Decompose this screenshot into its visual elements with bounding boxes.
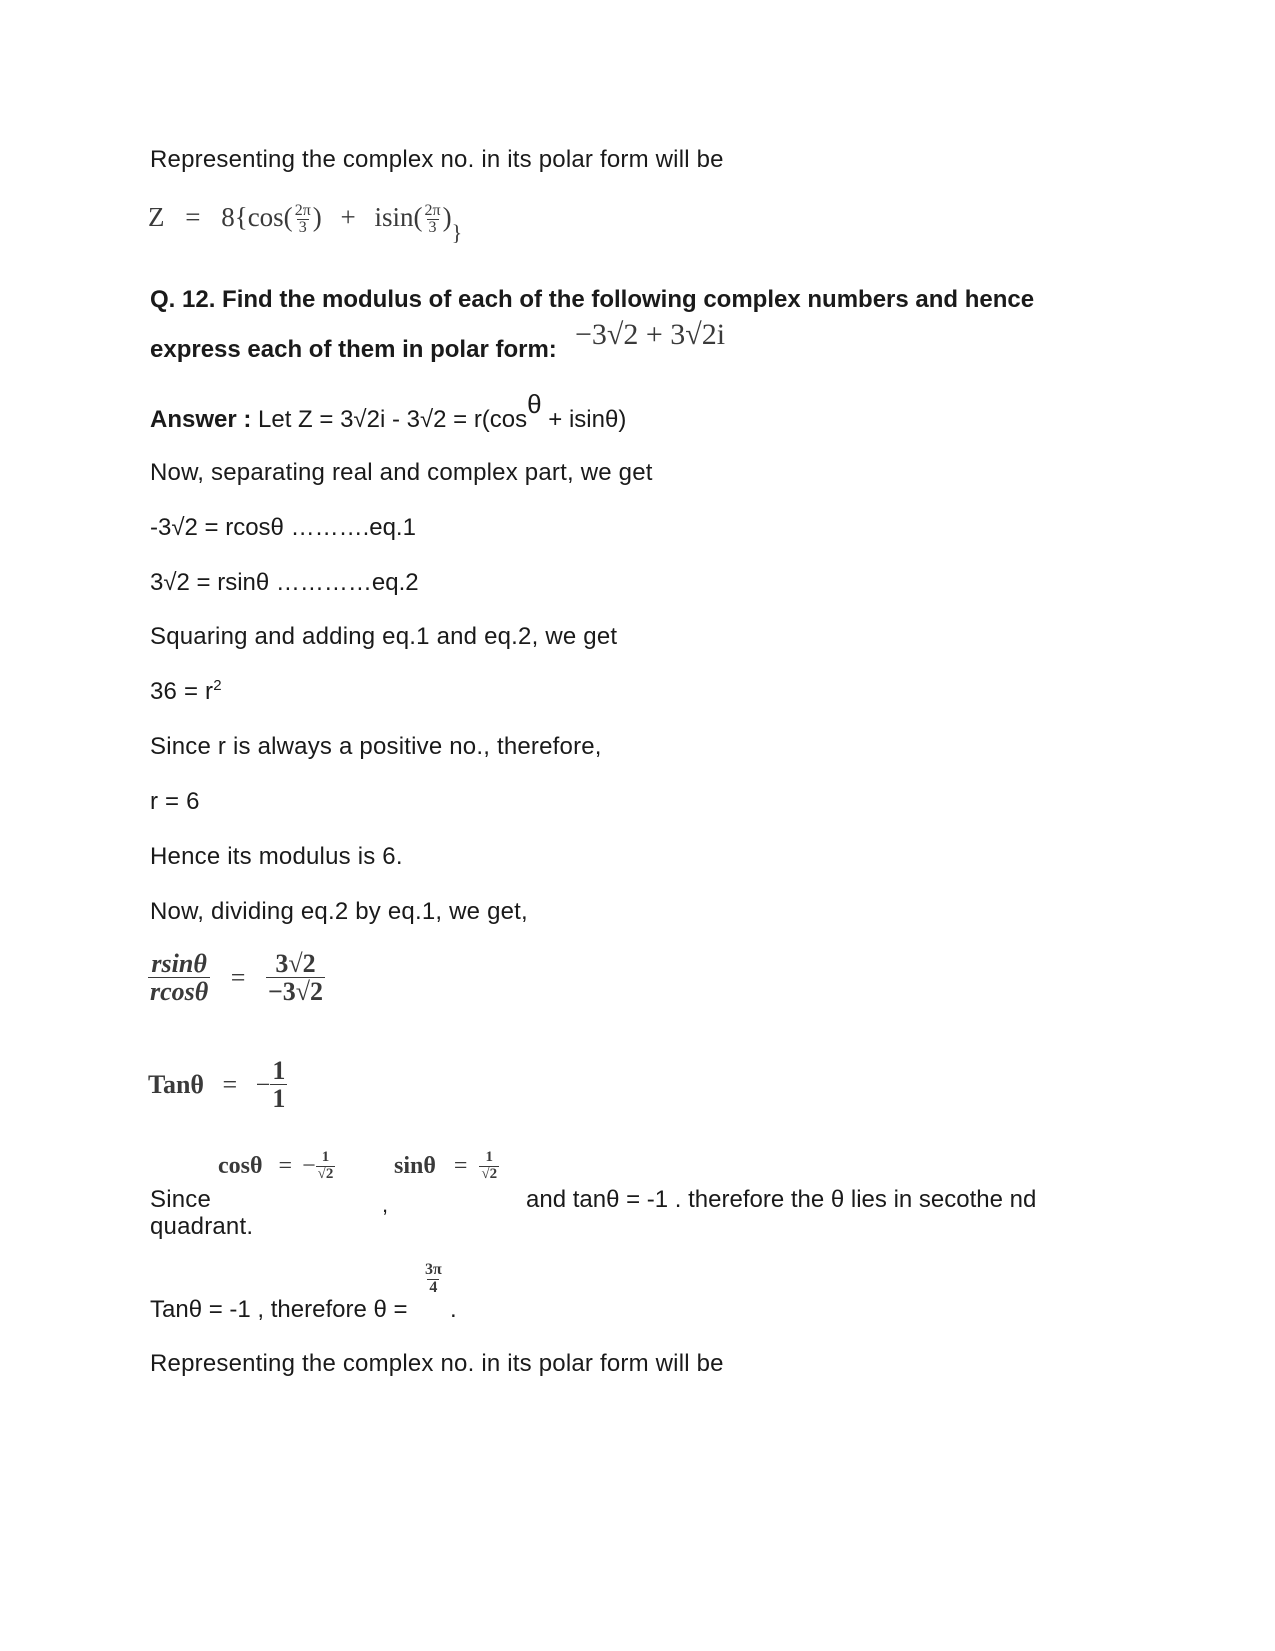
text-line-dividing: Now, dividing eq.2 by eq.1, we get,	[150, 898, 528, 925]
fraction-1-root2-b	[479, 1150, 499, 1183]
equation-sin	[394, 1150, 499, 1183]
frac-num: 1	[485, 1149, 494, 1165]
text-line-36	[150, 677, 222, 707]
text-36-base: 36 = r	[150, 678, 214, 705]
answer-text: Let Z = 3√2i - 3√2 = r(cos	[251, 406, 528, 433]
answer-tail: + isinθ)	[541, 406, 627, 433]
text-line-polar-intro: Representing the complex no. in its polar form will be	[150, 146, 724, 173]
eq-isin-prefix: isin(	[374, 202, 423, 232]
eq-equals: =	[185, 202, 201, 232]
text-period: .	[450, 1296, 457, 1323]
frac-num: 1	[321, 1149, 330, 1165]
text-tan-quadrant: and tanθ = -1 . therefore the θ lies in secothe nd	[526, 1186, 1037, 1213]
frac-den: rcosθ	[150, 977, 209, 1007]
eq-close-2: )	[442, 202, 452, 232]
question-line-1: Q. 12. Find the modulus of each of the following complex numbers and hence	[150, 286, 1035, 313]
sin-label: sinθ	[394, 1152, 436, 1179]
tan-equals: =	[222, 1069, 238, 1099]
frac-den: 3	[428, 219, 437, 237]
eq-brace: }	[451, 220, 463, 245]
frac-den: −3√2	[267, 977, 324, 1007]
equation-tan	[148, 1057, 287, 1113]
equation-ratio	[148, 950, 325, 1006]
frac-num: 2π	[294, 201, 311, 219]
ratio-equals: =	[230, 962, 246, 992]
question-line-2: express each of them in polar form:	[150, 336, 557, 363]
text-comma: ,	[382, 1192, 389, 1217]
text-line-since-r: Since r is always a positive no., therefore,	[150, 733, 602, 760]
eq-fraction-2pi-3	[293, 203, 313, 238]
frac-den: 1	[272, 1084, 286, 1114]
equation-polar-form	[148, 201, 463, 245]
fraction-3pi-4-body	[423, 1262, 444, 1297]
sin-equals: =	[453, 1152, 468, 1179]
fraction-rsin-rcos	[148, 950, 210, 1006]
tan-minus: −	[255, 1069, 271, 1099]
frac-den: √2	[481, 1165, 498, 1182]
text-line-eq2: 3√2 = rsinθ …………eq.2	[150, 569, 419, 596]
tan-lhs: Tanθ	[148, 1069, 204, 1099]
frac-num: 3√2	[275, 949, 316, 978]
frac-den: 3	[298, 219, 307, 237]
cos-equals: =	[278, 1152, 293, 1179]
text-line-eq1: -3√2 = rcosθ ……….eq.1	[150, 514, 416, 541]
text-line-squaring: Squaring and adding eq.1 and eq.2, we get	[150, 623, 618, 650]
frac-den: √2	[317, 1165, 334, 1182]
frac-den: 4	[429, 1278, 438, 1296]
cos-minus: −	[302, 1152, 316, 1179]
fraction-3root2	[266, 950, 325, 1006]
fraction-1-1	[270, 1057, 287, 1113]
frac-num: 3π	[425, 1261, 442, 1278]
text-tan-theta	[150, 1295, 408, 1325]
cos-label: cosθ	[218, 1152, 263, 1179]
fraction-1-root2	[316, 1150, 336, 1183]
text-line-polar-intro-2: Representing the complex no. in its polar form will be	[150, 1350, 724, 1377]
text-line-r6: r = 6	[150, 788, 200, 815]
tan-theta-text: Tanθ = -1 , therefore θ =	[150, 1296, 408, 1323]
question-expression: −3√2 + 3√2i	[575, 318, 726, 351]
frac-num: 1	[272, 1056, 286, 1085]
eq-cos-prefix: 8{cos(	[221, 202, 293, 232]
eq-fraction-2pi-3-b	[423, 203, 443, 238]
eq-plus: +	[340, 202, 356, 232]
text-quadrant: quadrant.	[150, 1213, 254, 1240]
answer-label: Answer :	[150, 406, 252, 433]
answer-theta: θ	[527, 389, 542, 419]
eq-z: Z	[148, 202, 165, 232]
frac-num: rsinθ	[151, 949, 207, 978]
answer-line	[150, 389, 627, 435]
text-line-separating: Now, separating real and complex part, we get	[150, 459, 653, 486]
frac-num: 2π	[424, 201, 441, 219]
text-36-exponent: 2	[213, 677, 222, 694]
text-line-modulus: Hence its modulus is 6.	[150, 843, 403, 870]
text-since: Since	[150, 1186, 212, 1213]
fraction-3pi-4	[423, 1262, 444, 1297]
eq-close: )	[312, 202, 322, 232]
equation-cos-sin	[218, 1150, 335, 1183]
